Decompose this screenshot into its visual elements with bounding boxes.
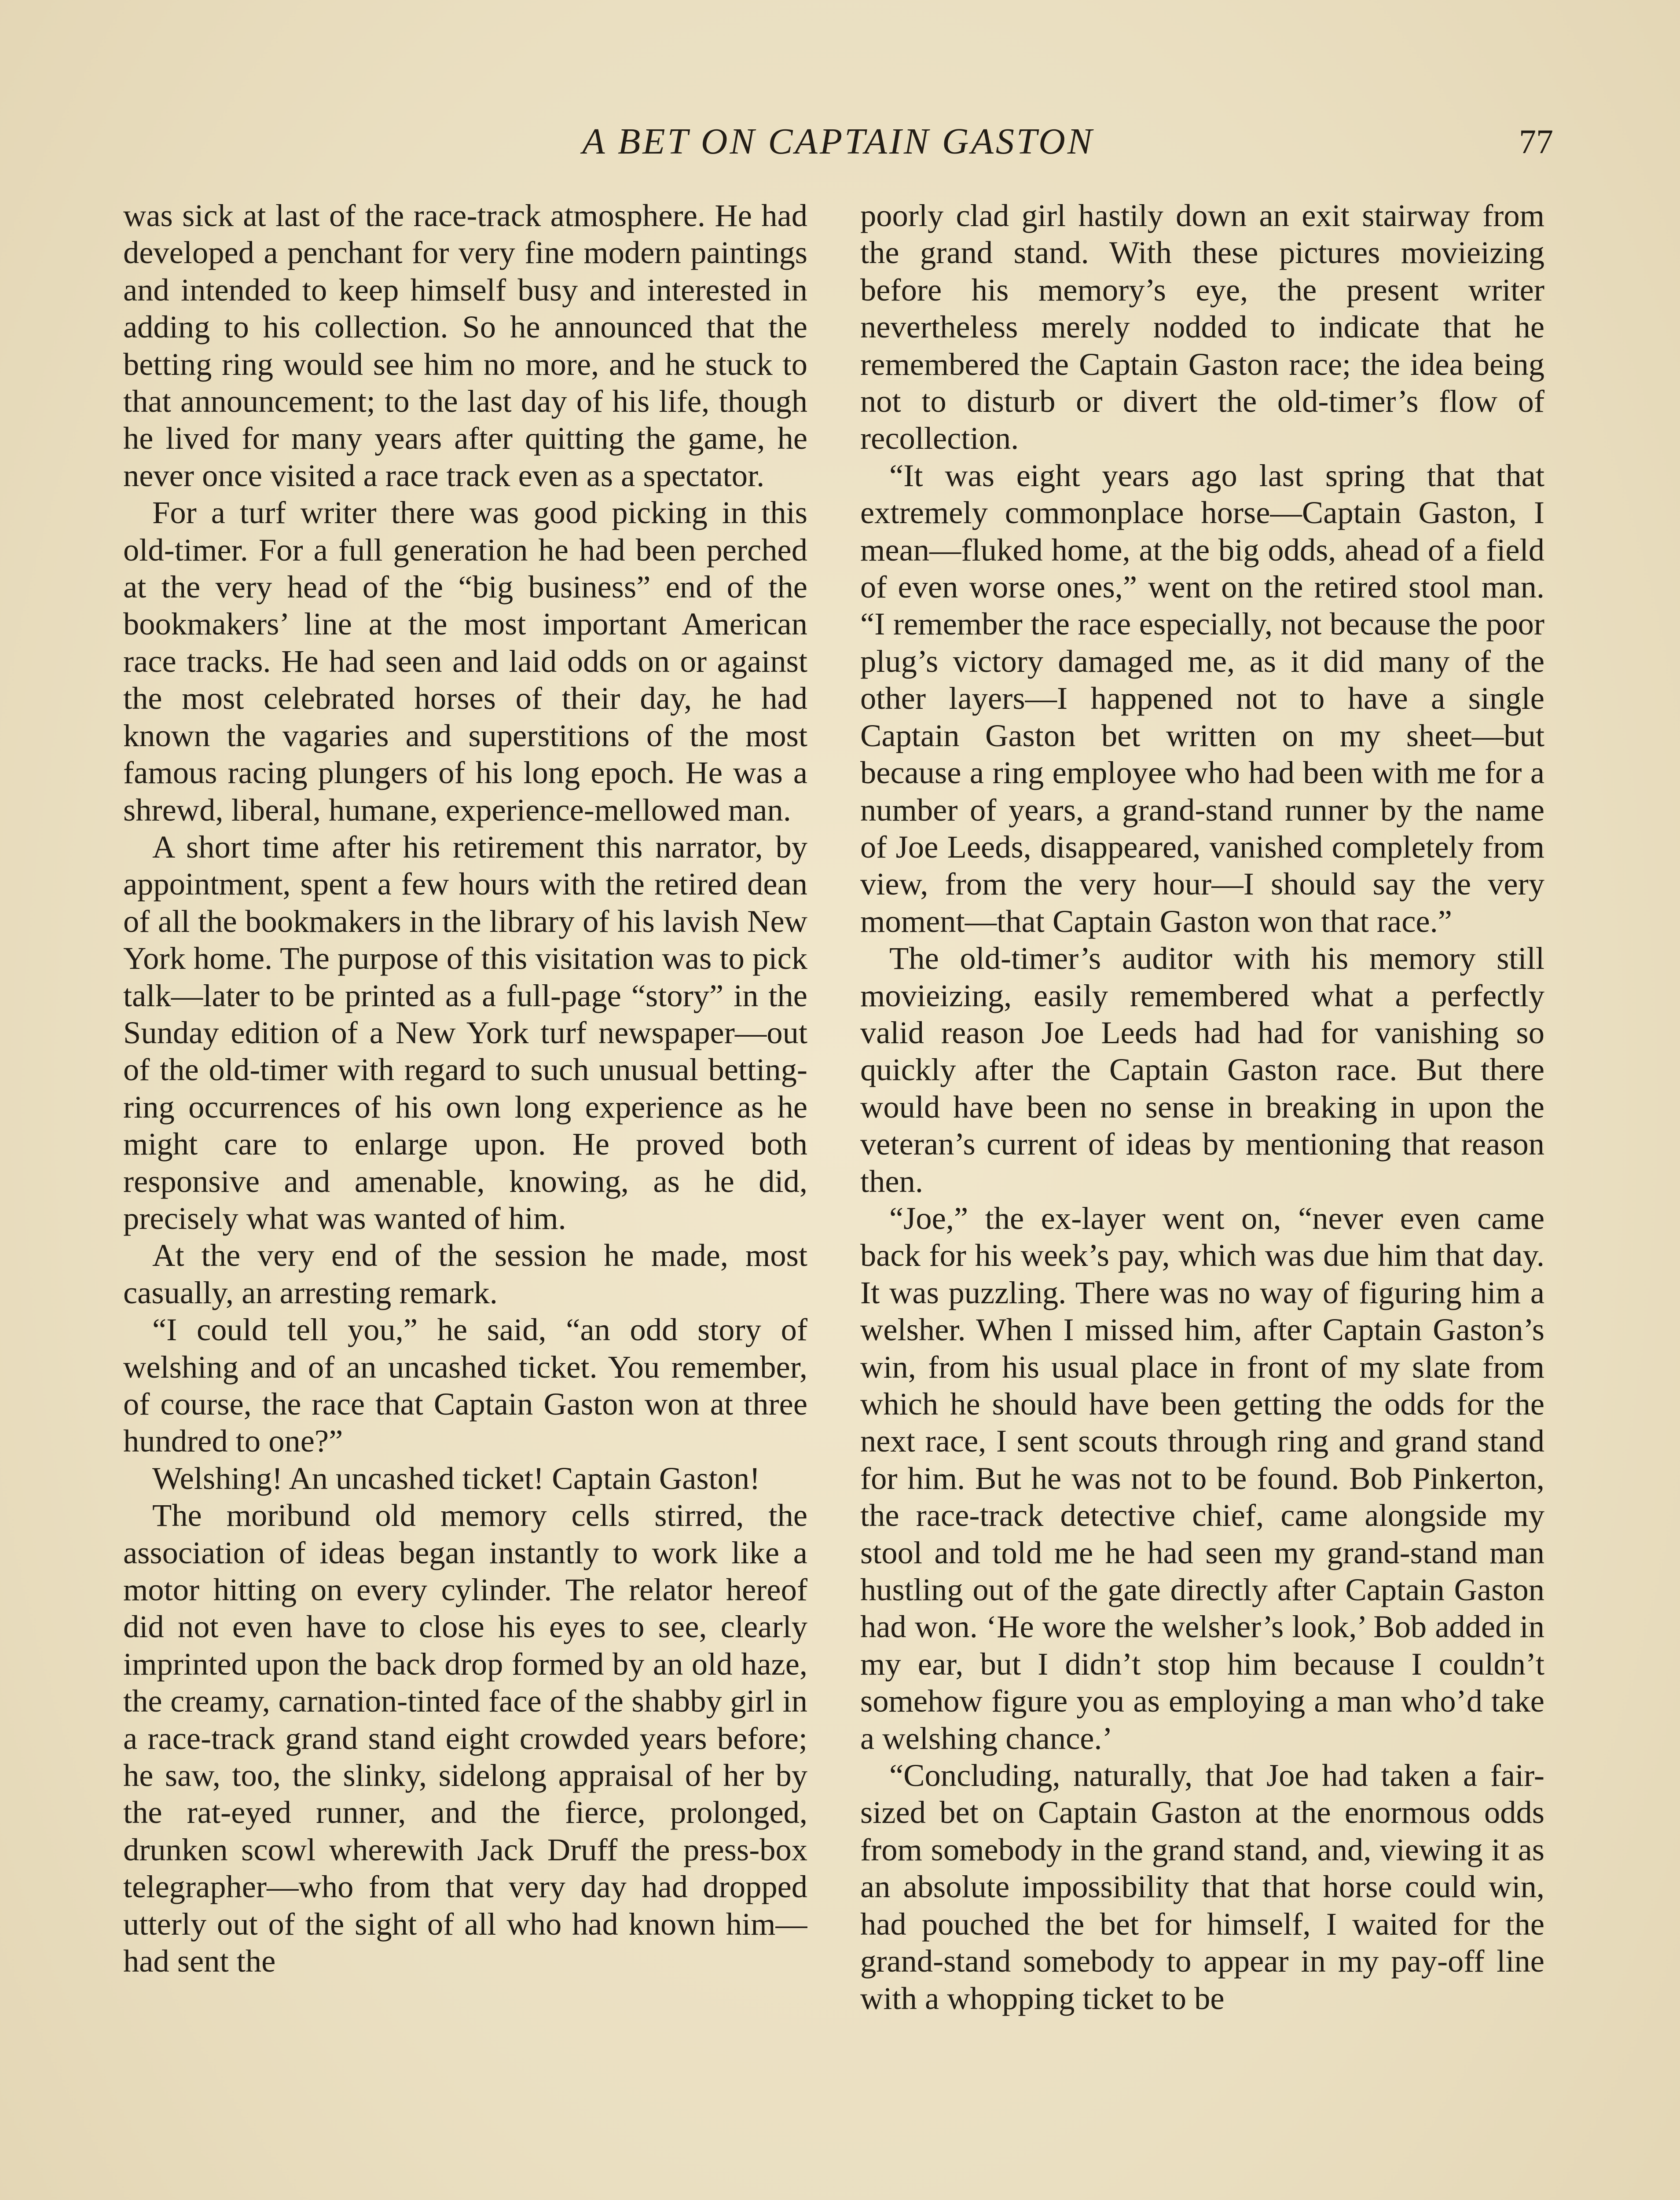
paragraph: For a turf writer there was good picking in this old-timer. For a full generation he had been perched at the very head of the “big business” end of the bookmakers’ line at the most important American race tracks. He had seen and laid odds on or against the most celebrated horses of their day, he had known the vagaries and superstitions of the most famous racing plungers of his long epoch. He was a shrewd, liberal, humane, experience-mellowed man. — [123, 495, 807, 828]
left-column — [123, 197, 807, 2200]
paragraph: was sick at last of the race-track atmosphere. He had developed a penchant for very fine modern paintings and intended to keep himself busy and interested in adding to his collection. So he announced that the betting ring would see him no more, and he stuck to that announcement; to the last day of his life, though he lived for many years after quitting the game, he never once visited a race track even as a spectator. — [123, 198, 807, 493]
page-header — [123, 115, 1553, 168]
paragraph: Welshing! An uncashed ticket! Captain Gaston! — [152, 1460, 760, 1496]
paragraph: The moribund old memory cells stirred, the association of ideas began instantly to work like a motor hitting on every cylinder. The relator hereof did not even have to close his eyes to see, clearly imprinted upon the back drop formed by an old haze, the creamy, carnation-tinted face of the shabby girl in a race-track grand stand eight crowded years before; he saw, too, the slinky, sidelong appraisal of her by the rat-eyed runner, and the fierce, prolonged, drunken scowl wherewith Jack Druff the press-box telegrapher—who from that very day had dropped utterly out of the sight of all who had known him—had sent the — [123, 1497, 807, 1979]
running-title: A BET ON CAPTAIN GASTON — [582, 121, 1094, 162]
paragraph: At the very end of the session he made, most casually, an arresting remark. — [123, 1237, 807, 1310]
right-column — [860, 197, 1544, 2200]
paragraph: “Concluding, naturally, that Joe had taken a fair-sized bet on Captain Gaston at the enormous odds from somebody in the grand stand, and, viewing it as an absolute impossibility that that horse could win, had pouched the bet for himself, I waited for the grand-stand somebody to appear in my pay-off line with a whopping ticket to be — [860, 1757, 1544, 2016]
paragraph: poorly clad girl hastily down an exit stairway from the grand stand. With these pictures movieizing before his memory’s eye, the present writer nevertheless merely nodded to indicate that he remembered the Captain Gaston race; the idea being not to disturb or divert the old-timer’s flow of recollection. — [860, 198, 1544, 456]
paragraph: “Joe,” the ex-layer went on, “never even came back for his week’s pay, which was due him that day. It was puzzling. There was no way of figuring him a welsher. When I missed him, after Captain Gaston’s win, from his usual place in front of my slate from which he should have been getting the odds for the next race, I sent scouts through ring and grand stand for him. But he was not to be found. Bob Pinkerton, the race-track detective chief, came alongside my stool and told me he had seen my grand-stand man hustling out of the gate directly after Captain Gaston had won. ‘He wore the welsher’s look,’ Bob added in my ear, but I didn’t stop him because I couldn’t somehow figure you as employing a man who’d take a welshing chance.’ — [860, 1200, 1544, 1756]
paragraph: The old-timer’s auditor with his memory still movieizing, easily remembered what a perfectly valid reason Joe Leeds had had for vanishing so quickly after the Captain Gaston race. But there would have been no sense in breaking in upon the veteran’s current of ideas by mentioning that reason then. — [860, 940, 1544, 1199]
paragraph: A short time after his retirement this narrator, by appointment, spent a few hours with the retired dean of all the bookmakers in the library of his lavish New York home. The purpose of this visitation was to pick talk—later to be printed as a full-page “story” in the Sunday edition of a New York turf newspaper—out of the old-timer with regard to such unusual betting-ring occurrences of his own long experience as he might care to enlarge upon. He proved both responsive and amenable, knowing, as he did, precisely what was wanted of him. — [123, 829, 807, 1236]
paragraph: “It was eight years ago last spring that that extremely commonplace horse—Captain Gaston, I mean—fluked home, at the big odds, ahead of a field of even worse ones,” went on the retired stool man. “I remember the race especially, not because the poor plug’s victory damaged me, as it did many of the other layers—I happened not to have a single Captain Gaston bet written on my sheet—but because a ring employee who had been with me for a number of years, a grand-stand runner by the name of Joe Leeds, disappeared, vanished completely from view, from the very hour—I should say the very moment—that Captain Gaston won that race.” — [860, 457, 1544, 939]
page-number: 77 — [1519, 122, 1553, 161]
paragraph: “I could tell you,” he said, “an odd story of welshing and of an uncashed ticket. You remember, of course, the race that Captain Gaston won at three hundred to one?” — [123, 1312, 807, 1459]
